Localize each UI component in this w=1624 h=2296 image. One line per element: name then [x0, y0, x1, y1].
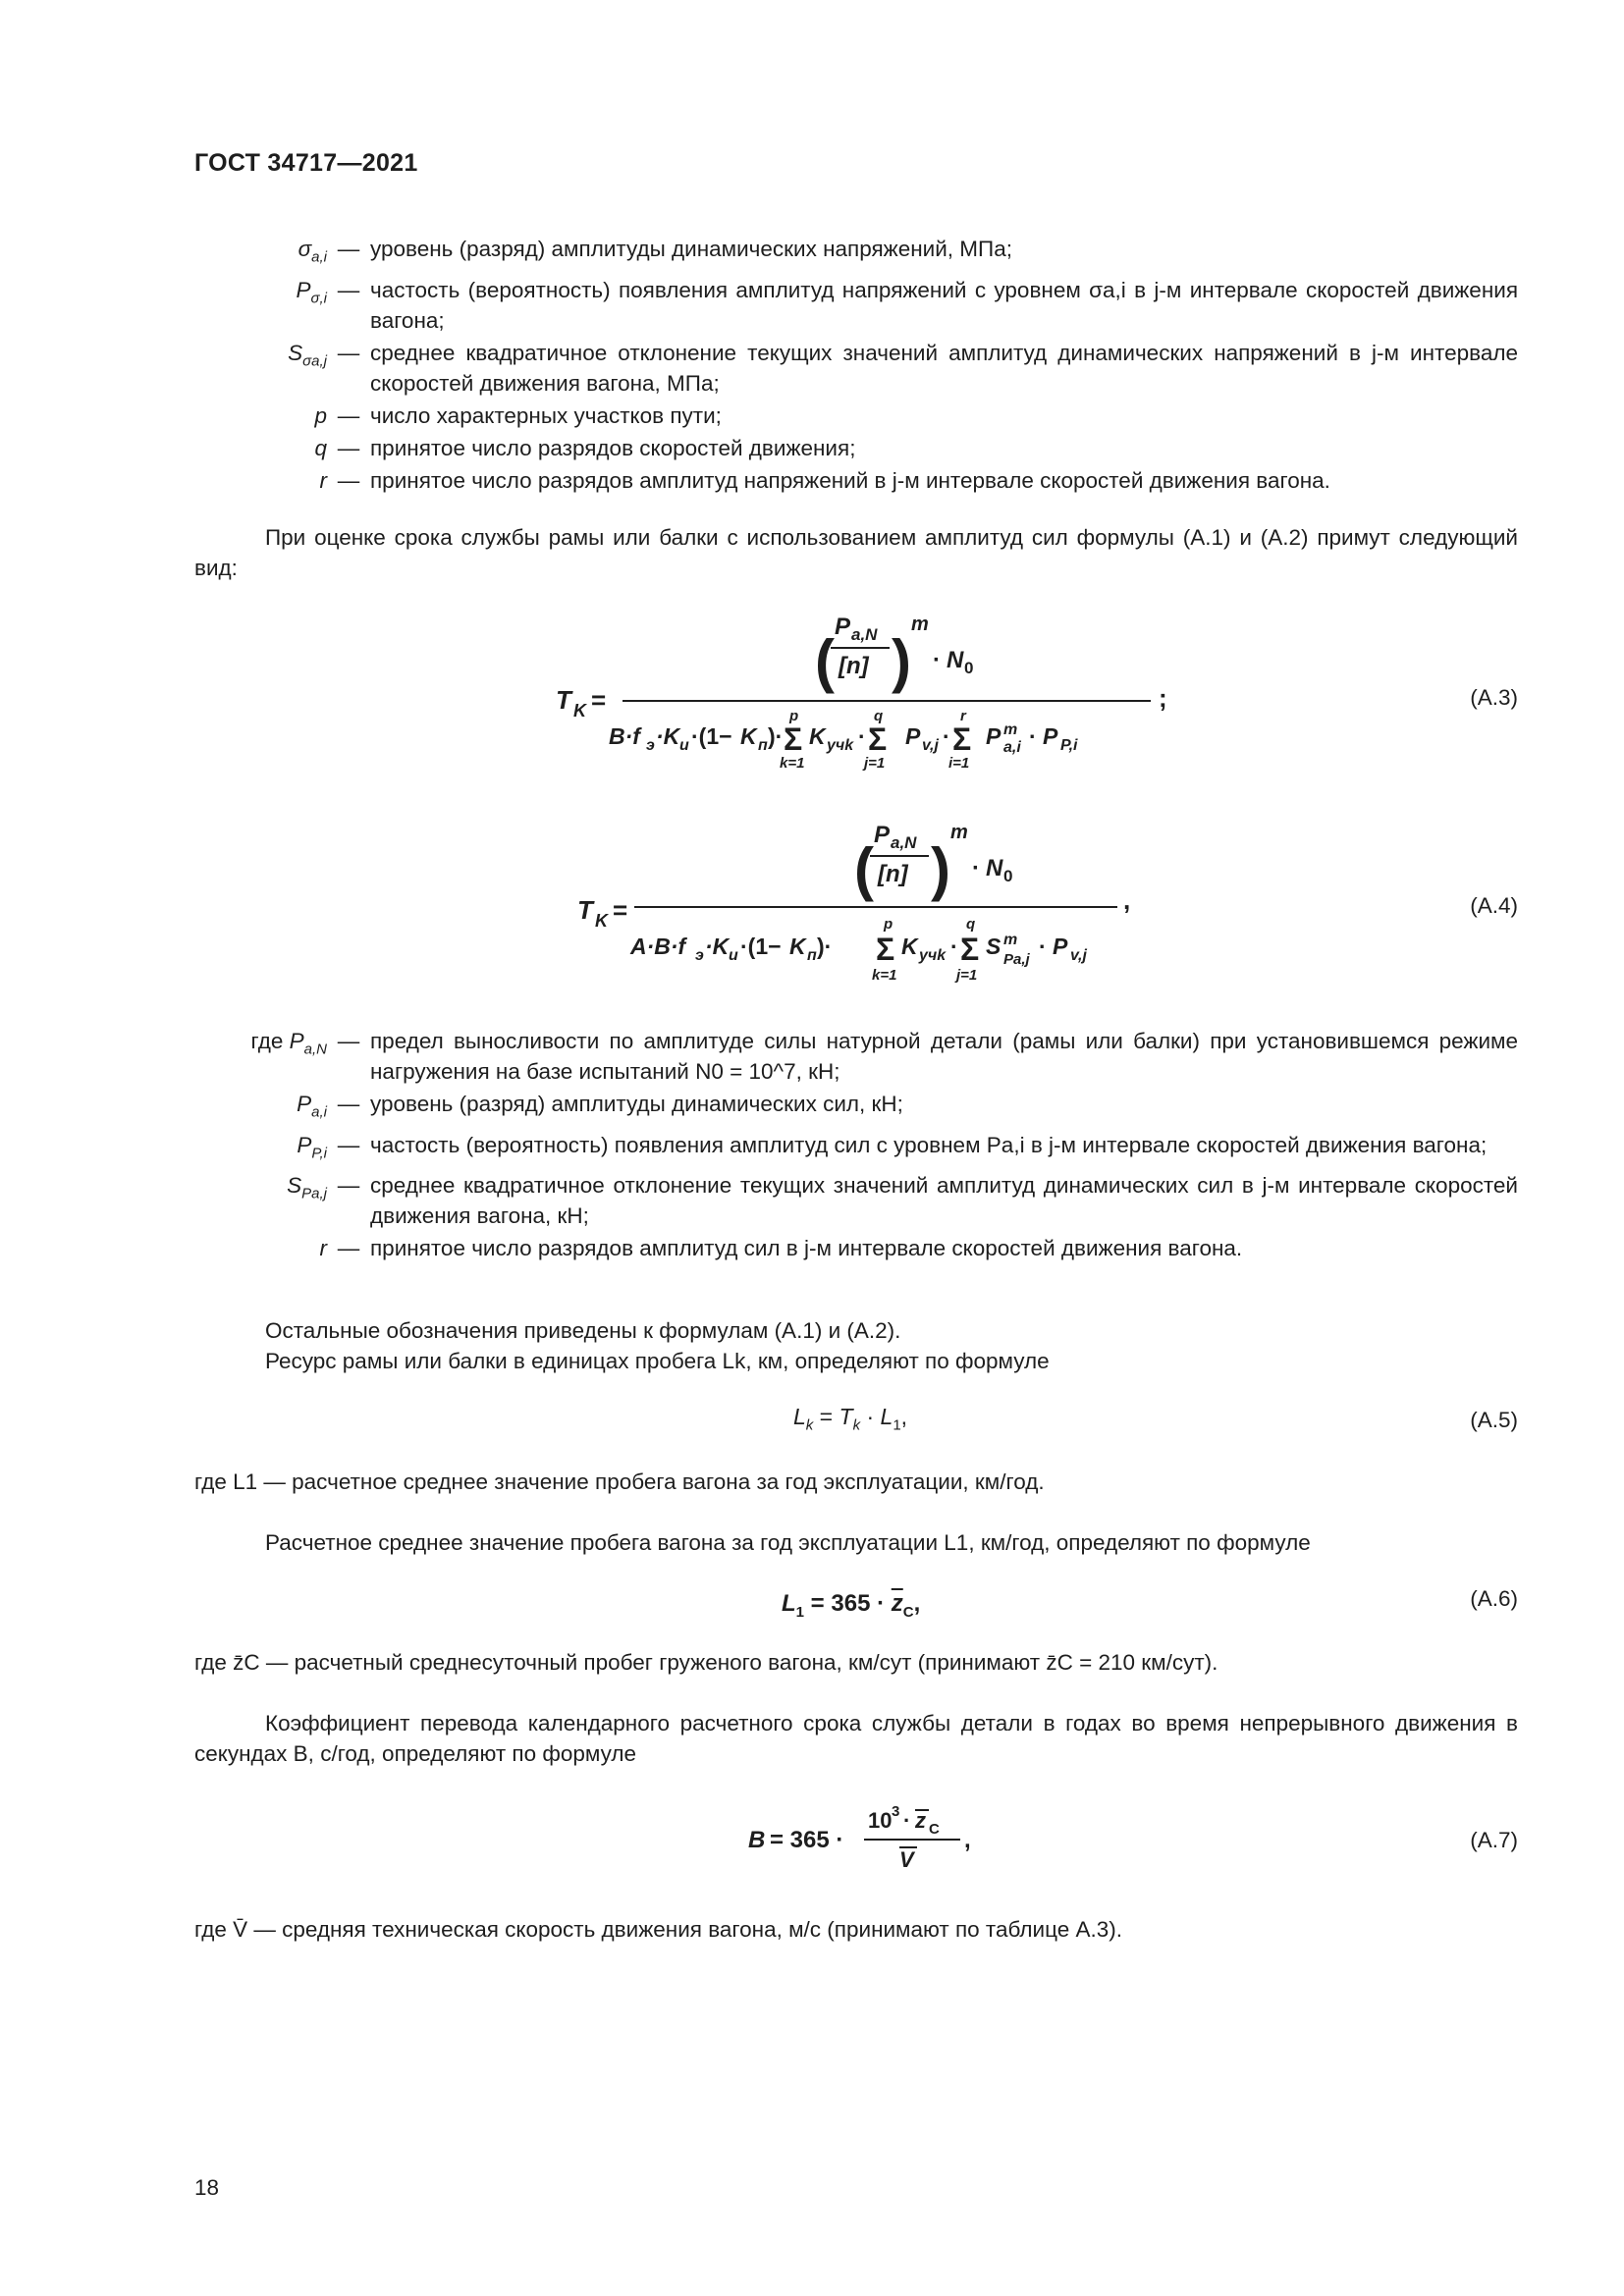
svg-text:j=1: j=1 — [864, 755, 886, 772]
svg-text:v,j: v,j — [1070, 947, 1087, 964]
svg-text:·K: ·K — [705, 934, 730, 959]
svg-text:v,j: v,j — [922, 737, 939, 754]
definition-text: среднее квадратичное отклонение текущих значений амплитуд динамических напряжений в j-м интервале скоростей движения вагона, МПа; — [370, 340, 1518, 396]
svg-text:P: P — [874, 822, 891, 848]
paragraph-resource: Ресурс рамы или балки в единицах пробега Lk, км, определяют по формуле — [265, 1349, 1050, 1373]
svg-text:0: 0 — [964, 659, 974, 677]
svg-text:= 365 ·: = 365 · — [770, 1827, 844, 1853]
equation-number: (А.6) — [1470, 1586, 1518, 1611]
definition-text: частость (вероятность) появления амплитуд сил с уровнем Pa,i в j-м интервале скоростей движения вагона; — [370, 1132, 1488, 1157]
svg-text:и: и — [679, 737, 689, 754]
svg-text:T: T — [577, 895, 593, 925]
svg-text:z: z — [915, 1808, 926, 1833]
svg-text:N: N — [947, 647, 964, 673]
svg-text:P: P — [1043, 723, 1058, 749]
svg-text:,: , — [1123, 885, 1131, 915]
svg-text:=: = — [591, 685, 607, 715]
paragraph-zc-def: где z̄C — расчетный среднесуточный пробег груженого вагона, км/сут (принимают z̄C = 210 км/сут). — [194, 1650, 1218, 1675]
definitions-list-1 — [194, 234, 1518, 498]
svg-text:m: m — [911, 614, 929, 635]
svg-text:K: K — [740, 723, 757, 749]
paragraph-l1-def: где L1 — расчетное среднее значение пробега вагона за год эксплуатации, км/год. — [194, 1469, 1045, 1494]
paragraph-l1-formula: Расчетное среднее значение пробега вагона за год эксплуатации L1, км/год, определяют по формуле — [265, 1530, 1311, 1555]
definitions-list-2 — [194, 1026, 1518, 1265]
svg-text:п: п — [758, 737, 768, 754]
definition-item: $S_{\sigma a,j}$ — среднее квадратичное отклонение текущих значений амплитуд динамических напряжений в j-м интервале скоростей движения вагона, МПа; — [194, 338, 1518, 399]
paragraph-other-notations: Остальные обозначения приведены к формулам (А.1) и (А.2). — [265, 1318, 901, 1343]
svg-text:m: m — [950, 822, 968, 843]
definition-item: $P_{a,i}$ — уровень (разряд) амплитуды динамических сил, кН; — [194, 1089, 1518, 1128]
definition-item: $S_{Pa,j}$ — среднее квадратичное отклонение текущих значений амплитуд динамических сил в j-м интервале скоростей движения вагона, кН; — [194, 1170, 1518, 1231]
page-number: 18 — [194, 2175, 220, 2200]
definition-item: где $P_{a,N}$ — предел выносливости по амплитуде силы натурной детали (рамы или балки) при установившемся режиме нагружения на базе испытаний N0 = 10^7, кН; — [194, 1026, 1518, 1087]
svg-text:учk: учk — [919, 947, 947, 964]
svg-text:·(1−: ·(1− — [691, 723, 732, 749]
svg-text:S: S — [986, 934, 1001, 959]
equation-number: (А.5) — [1470, 1408, 1518, 1432]
svg-text:·: · — [943, 723, 950, 749]
svg-text:m: m — [1003, 721, 1018, 738]
svg-text:[n]: [n] — [839, 653, 869, 679]
svg-text:q: q — [966, 916, 976, 933]
definition-text: уровень (разряд) амплитуды динамических напряжений, МПа; — [370, 237, 1012, 261]
svg-text:·: · — [933, 647, 941, 673]
definition-text: число характерных участков пути; — [370, 402, 722, 428]
paragraph-b-coefficient: Коэффициент перевода календарного расчетного срока службы детали в годах во время непрерывного движения в секундах B, с/год, определяют по формуле — [194, 1711, 1518, 1766]
definition-item: $P_{P,i}$ — частость (вероятность) появления амплитуд сил с уровнем Pa,i в j-м интервале скоростей движения вагона; — [194, 1130, 1518, 1169]
svg-text:Pa,j: Pa,j — [1003, 951, 1030, 968]
formula-a6: $L_1 = 365 \cdot \overline{z}_C$, — [782, 1590, 921, 1621]
svg-text:K: K — [901, 934, 918, 959]
svg-text:·(1−: ·(1− — [740, 934, 782, 959]
svg-text:K: K — [809, 723, 826, 749]
svg-text:a,N: a,N — [851, 625, 878, 644]
svg-text:·K: ·K — [656, 723, 680, 749]
paragraph-v-def: где V̄ — средняя техническая скорость движения вагона, м/с (принимают по таблице А.3). — [194, 1917, 1122, 1942]
formula-a5: $L_k = T_k \cdot L_1$, — [793, 1404, 908, 1434]
svg-text:Σ: Σ — [868, 721, 888, 757]
paragraph-intro: При оценке срока службы рамы или балки с использованием амплитуд сил формулы (А.1) и (А.2) примут следующий вид: — [194, 525, 1518, 580]
definition-text: принятое число разрядов амплитуд напряжений в j-м интервале скоростей движения вагона. — [370, 467, 1330, 493]
svg-text:B: B — [748, 1827, 766, 1853]
svg-text:э: э — [695, 947, 704, 964]
definition-text: среднее квадратичное отклонение текущих значений амплитуд динамических сил в j-м интервале скоростей движения вагона, кН; — [370, 1173, 1518, 1228]
definition-text: уровень (разряд) амплитуды динамических сил, кН; — [370, 1092, 903, 1116]
svg-text:10: 10 — [868, 1808, 893, 1833]
svg-text:j=1: j=1 — [956, 967, 978, 984]
definition-text: частость (вероятность) появления амплитуд напряжений с уровнем σa,i в j-м интервале скоростей движения вагона; — [370, 277, 1518, 333]
svg-text:a,i: a,i — [1003, 739, 1021, 756]
definition-text: принятое число разрядов скоростей движения; — [370, 435, 856, 460]
svg-text:=: = — [613, 895, 628, 925]
definition-item: p — число характерных участков пути; — [194, 400, 1518, 431]
svg-text:): ) — [892, 628, 911, 694]
svg-text:(: ( — [815, 628, 835, 694]
definition-text: принятое число разрядов амплитуд сил в j-м интервале скоростей движения вагона. — [370, 1236, 1243, 1260]
formula-a3 — [530, 599, 1218, 775]
svg-text:Σ: Σ — [784, 721, 803, 757]
formula-a4 — [560, 811, 1188, 997]
formula-a7 — [742, 1789, 998, 1887]
svg-text:K: K — [789, 934, 806, 959]
svg-text:·: · — [950, 934, 958, 959]
svg-text:·: · — [1029, 723, 1037, 749]
svg-text:V: V — [899, 1847, 914, 1872]
equation-number: (А.7) — [1470, 1828, 1518, 1852]
svg-text:0: 0 — [1003, 867, 1013, 885]
svg-text:P: P — [835, 614, 851, 640]
svg-text:i=1: i=1 — [948, 755, 970, 772]
definition-item: $P_{\sigma,i}$ — частость (вероятность) появления амплитуд напряжений с уровнем σa,i в j-м интервале скоростей движения вагона; — [194, 275, 1518, 336]
svg-text:·: · — [1039, 934, 1047, 959]
document-header: ГОСТ 34717—2021 — [194, 149, 418, 177]
svg-text:·: · — [858, 723, 866, 749]
definition-text: предел выносливости по амплитуде силы натурной детали (рамы или балки) при установившемся режиме нагружения на базе испытаний N0 = 10^7, кН; — [370, 1029, 1518, 1084]
svg-text:Σ: Σ — [952, 721, 972, 757]
svg-text:A·B·f: A·B·f — [630, 934, 686, 959]
definition-item: r — принятое число разрядов амплитуд напряжений в j-м интервале скоростей движения вагона. — [194, 465, 1518, 496]
svg-text:k=1: k=1 — [780, 755, 805, 772]
svg-text:P: P — [1053, 934, 1068, 959]
equation-number: (А.4) — [1470, 893, 1518, 918]
svg-text:B·f: B·f — [609, 723, 640, 749]
svg-text:T: T — [556, 685, 571, 715]
svg-text:)·: )· — [817, 934, 833, 959]
svg-text:[n]: [n] — [878, 861, 908, 887]
svg-text:Σ: Σ — [876, 932, 895, 967]
where-label: где — [250, 1029, 284, 1053]
svg-text:C: C — [929, 1821, 940, 1838]
svg-text:m: m — [1003, 932, 1018, 948]
svg-text:r: r — [960, 708, 966, 724]
svg-text:K: K — [573, 701, 586, 721]
svg-text:P,i: P,i — [1060, 737, 1078, 754]
svg-text:3: 3 — [892, 1803, 900, 1820]
definition-item: q — принятое число разрядов скоростей движения; — [194, 433, 1518, 463]
svg-text:): ) — [931, 836, 950, 902]
svg-text:;: ; — [1159, 683, 1167, 713]
equation-number: (А.3) — [1470, 685, 1518, 710]
svg-text:учk: учk — [827, 737, 854, 754]
svg-text:p: p — [884, 916, 893, 933]
svg-text:·: · — [972, 855, 980, 881]
svg-text:п: п — [807, 947, 817, 964]
svg-text:(: ( — [854, 836, 874, 902]
svg-text:a,N: a,N — [891, 833, 917, 852]
definition-item: $\sigma_{a,i}$ — уровень (разряд) амплитуды динамических напряжений, МПа; — [194, 234, 1518, 273]
svg-text:k=1: k=1 — [872, 967, 897, 984]
svg-text:P: P — [905, 723, 921, 749]
svg-text:P: P — [986, 723, 1001, 749]
svg-text:и: и — [729, 947, 738, 964]
svg-text:K: K — [595, 911, 608, 931]
svg-text:·: · — [903, 1808, 911, 1833]
definition-item: r — принятое число разрядов амплитуд сил в j-м интервале скоростей движения вагона. — [194, 1233, 1518, 1263]
svg-text:Σ: Σ — [960, 932, 980, 967]
svg-text:N: N — [986, 855, 1003, 881]
svg-text:q: q — [874, 708, 884, 724]
svg-text:,: , — [964, 1827, 971, 1853]
svg-text:p: p — [789, 708, 799, 724]
svg-text:э: э — [646, 737, 655, 754]
svg-text:)·: )· — [768, 723, 784, 749]
